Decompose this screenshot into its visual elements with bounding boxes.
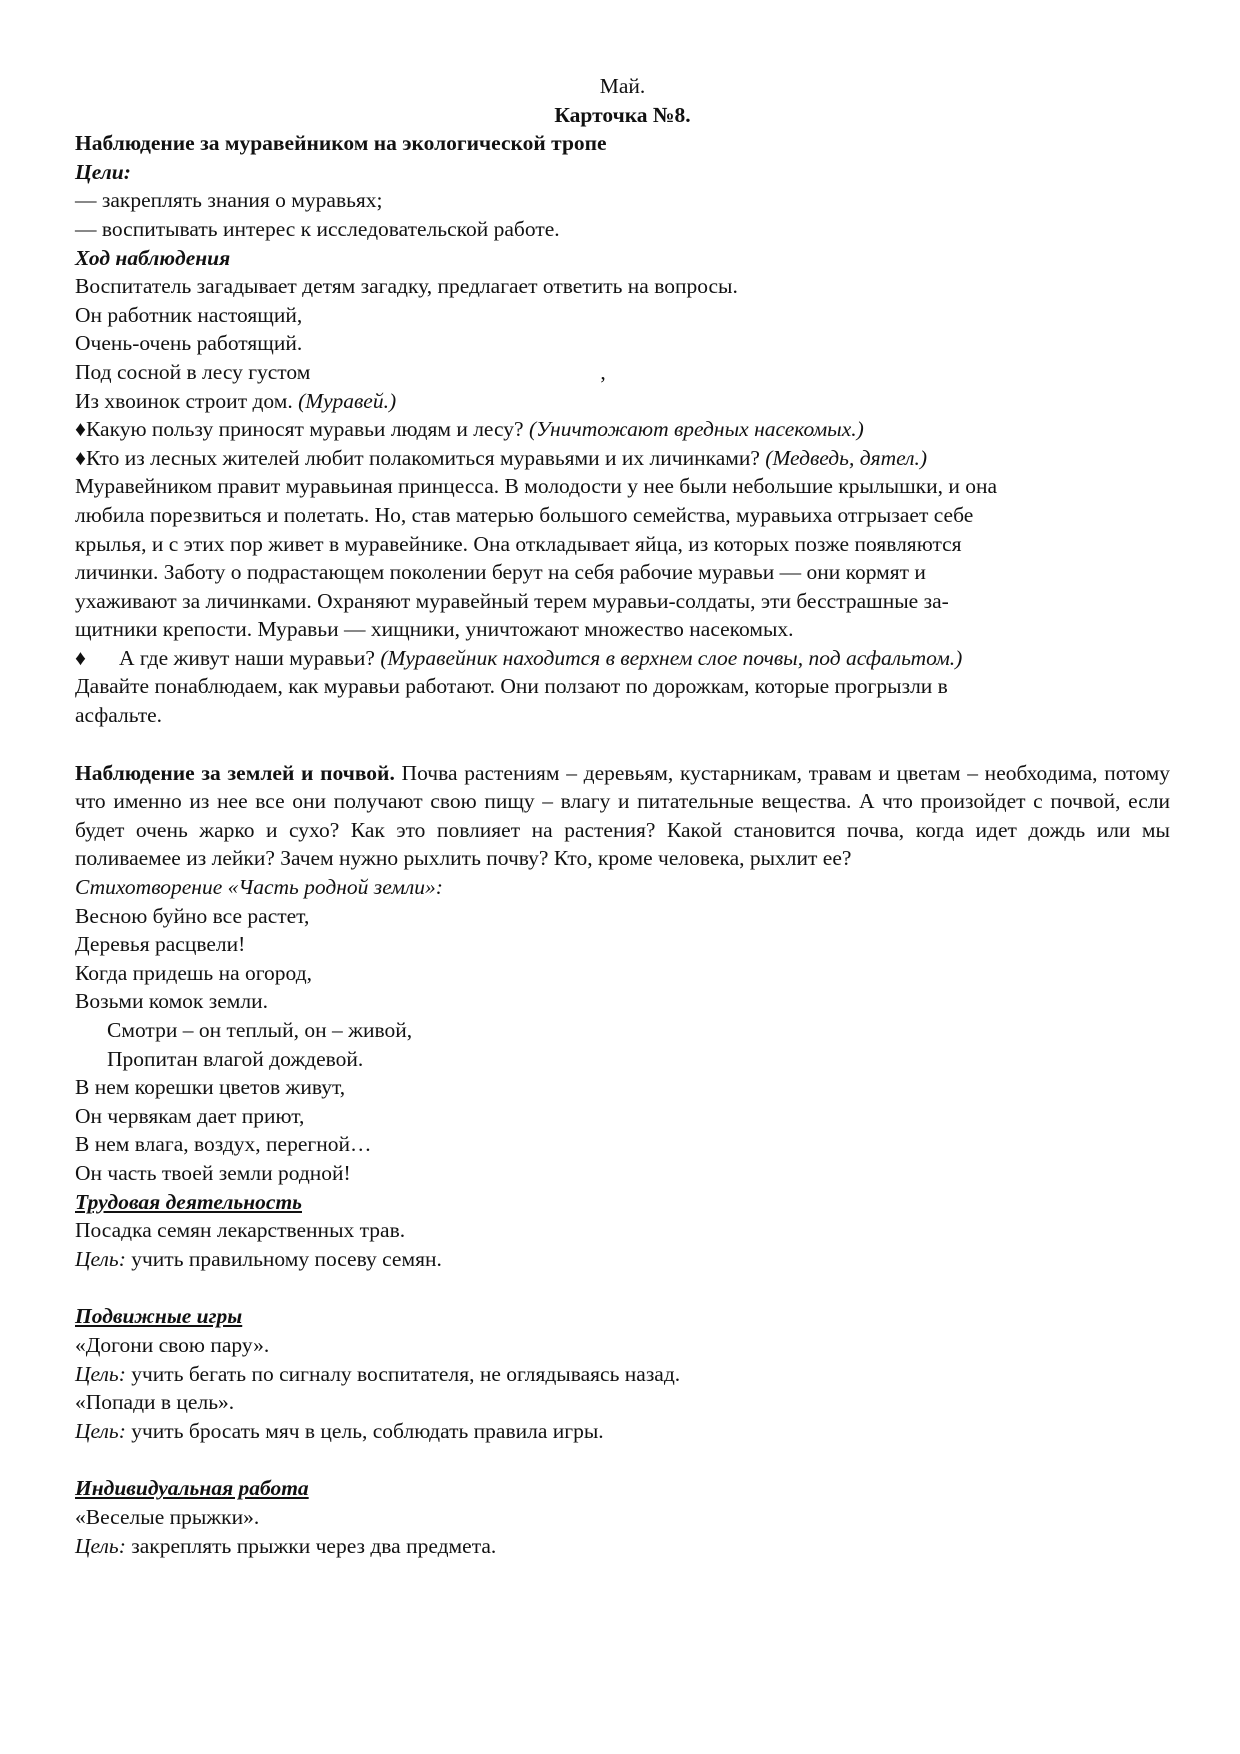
individual-game: «Веселые прыжки».: [75, 1504, 260, 1529]
spacer: [75, 730, 1170, 759]
question-2: [75, 444, 1170, 473]
poem-line: Смотри – он теплый, он – живой,: [107, 1018, 413, 1042]
question-text: ♦Кто из лесных жителей любит полакомиться муравьями и их личинками?: [75, 445, 760, 470]
riddle-line: [75, 387, 1170, 416]
games-heading: Подвижные игры: [75, 1304, 243, 1329]
goal-item: — воспитывать интерес к исследовательской работе.: [75, 216, 560, 241]
answer-text: (Медведь, дятел.): [765, 445, 928, 470]
goal-text: закреплять прыжки через два предмета.: [125, 1533, 497, 1558]
answer-text: (Уничтожают вредных насекомых.): [528, 417, 864, 442]
riddle-line-text: Под сосной в лесу густом: [75, 359, 311, 384]
card-title: Наблюдение за муравейником на экологической тропе: [75, 131, 607, 156]
goal-label: Цель:: [75, 1361, 126, 1386]
poem-line: Когда придешь на огород,: [75, 960, 313, 985]
poem-line: Возьми комок земли.: [75, 989, 268, 1014]
question-3: [75, 644, 1170, 673]
goal-item: — закреплять знания о муравьях;: [75, 188, 383, 213]
poem-line: В нем влага, воздух, перегной…: [75, 1132, 372, 1157]
goal-text: учить бросать мяч в цель, соблюдать правила игры.: [125, 1418, 604, 1443]
goals-heading: Цели:: [75, 159, 131, 184]
month-label: Май.: [599, 74, 646, 98]
individual-heading: Индивидуальная работа: [75, 1476, 309, 1501]
poem-line: В нем корешки цветов живут,: [75, 1075, 346, 1100]
spacer: [75, 1445, 1170, 1474]
question-1: [75, 415, 1170, 444]
question-text: ♦Какую пользу приносят муравьи людям и лесу?: [75, 417, 524, 442]
poem-line: Он червякам дает приют,: [75, 1103, 305, 1128]
individual-goal: [75, 1532, 1170, 1561]
story-line: крылья, и с этих пор живет в муравейнике. Она откладывает яйца, из которых позже появляются: [75, 531, 962, 556]
story-line: щитники крепости. Муравьи — хищники, уничтожают множество насекомых.: [75, 617, 794, 642]
goal-label: Цель:: [75, 1246, 126, 1271]
story-line: ухаживают за личинками. Охраняют муравейный терем муравьи-солдаты, эти бесстрашные за-: [75, 588, 949, 613]
poem-line: Он часть твоей земли родной!: [75, 1160, 351, 1185]
observation-heading: Ход наблюдения: [75, 245, 231, 270]
game-name: «Догони свою пару».: [75, 1332, 270, 1357]
goal-label: Цель:: [75, 1533, 126, 1558]
labor-task: Посадка семян лекарственных трав.: [75, 1218, 406, 1243]
game-goal: [75, 1417, 1170, 1446]
observation-intro: Воспитатель загадывает детям загадку, предлагает ответить на вопросы.: [75, 274, 738, 299]
goal-text: учить правильному посеву семян.: [125, 1246, 442, 1271]
labor-goal: [75, 1245, 1170, 1274]
closing-line: асфальте.: [75, 703, 163, 728]
riddle-line: Очень-очень работящий.: [75, 331, 303, 356]
document-page: [75, 72, 1170, 1560]
poem-line: Деревья расцвели!: [75, 932, 246, 957]
goal-label: Цель:: [75, 1418, 126, 1443]
poem-line: Пропитан влагой дождевой.: [107, 1046, 364, 1071]
game-name: «Попади в цель».: [75, 1390, 235, 1415]
answer-text: (Муравейник находится в верхнем слое почвы, под асфальтом.): [380, 645, 963, 670]
stray-comma: ,: [600, 359, 606, 384]
labor-heading: Трудовая деятельность: [75, 1189, 302, 1214]
story-line: Муравейником правит муравьиная принцесса. В молодости у нее были небольшие крылышки, и она: [75, 474, 998, 499]
closing-line: Давайте понаблюдаем, как муравьи работают. Они ползают по дорожкам, которые прогрызли в: [75, 674, 948, 699]
soil-paragraph: [75, 759, 1170, 873]
story-line: любила порезвиться и полетать. Но, став матерью большого семейства, муравьиха отгрызает себе: [75, 502, 974, 527]
soil-text: Почва растениям – деревьям, кустарникам, травам и цветам – необходима, потому что именно из нее все они получают свою пищу – влагу и питательные вещества. А что произойдет с почвой, если будет очень жарко и сухо? Как это повлияет на растения? Какой становится почва, когда идет дождь или мы поливаемее из лейки? Зачем нужно рыхлить почву? Кто, кроме человека, рыхлит ее?: [75, 760, 1170, 871]
poem-line: Весною буйно все растет,: [75, 903, 310, 928]
bullet-icon: ♦: [75, 645, 86, 670]
question-text: А где живут наши муравьи?: [119, 645, 375, 670]
riddle-line-text: Из хвоинок строит дом.: [75, 388, 293, 413]
goal-text: учить бегать по сигналу воспитателя, не оглядываясь назад.: [125, 1361, 681, 1386]
soil-heading: Наблюдение за землей и почвой.: [75, 760, 395, 785]
card-number: Карточка №8.: [554, 102, 691, 127]
poem-title: Стихотворение «Часть родной земли»:: [75, 875, 443, 900]
story-line: личинки. Заботу о подрастающем поколении берут на себя рабочие муравьи — они кормят и: [75, 560, 926, 585]
game-goal: [75, 1360, 1170, 1389]
riddle-answer: (Муравей.): [298, 388, 397, 413]
riddle-line: [75, 358, 1170, 387]
riddle-line: Он работник настоящий,: [75, 302, 303, 327]
spacer: [75, 1273, 1170, 1302]
